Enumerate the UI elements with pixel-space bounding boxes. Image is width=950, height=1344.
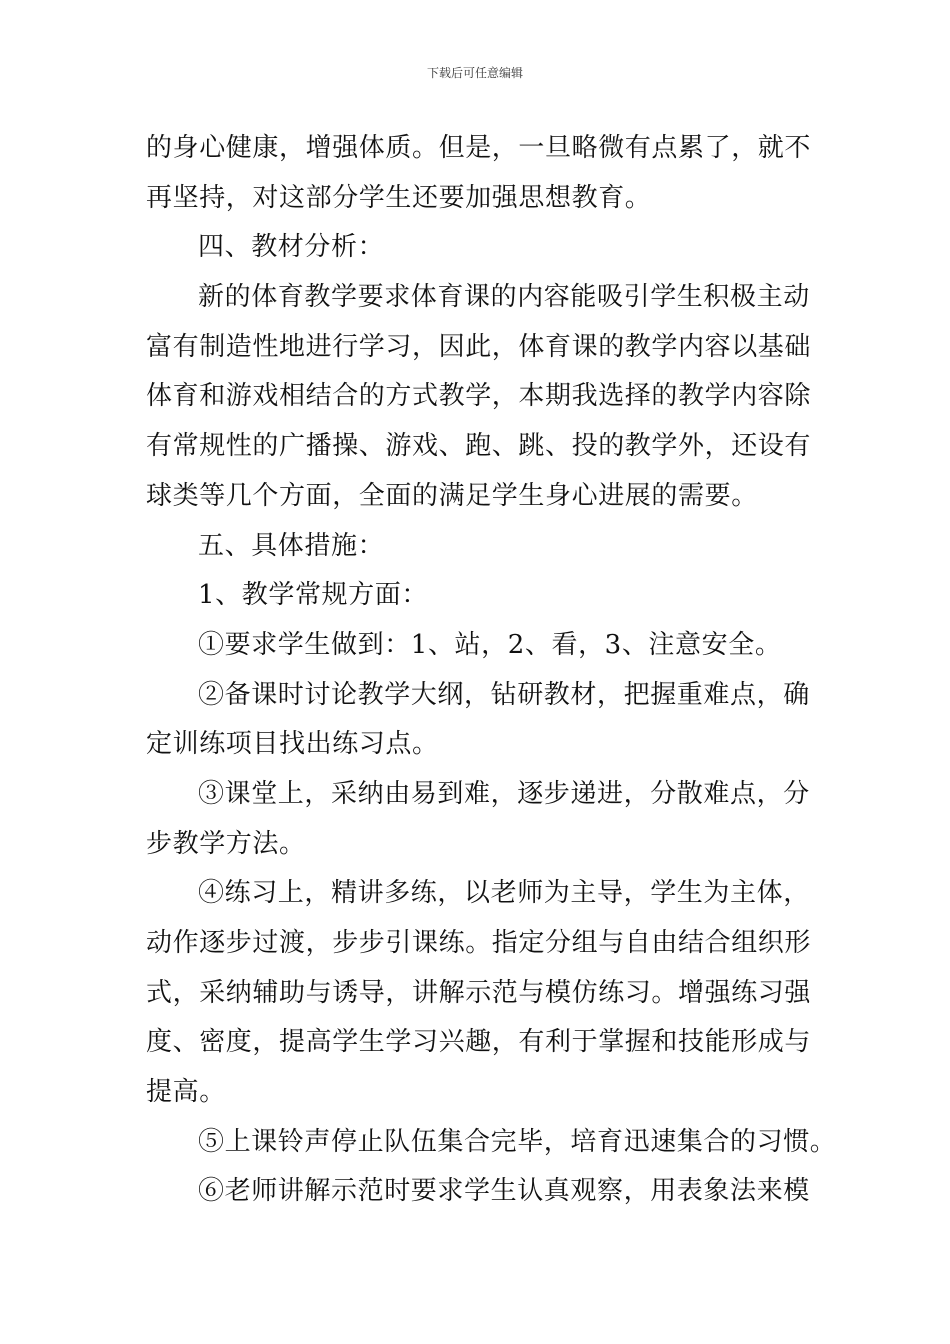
section-heading: 四、教材分析： (198, 232, 385, 263)
text-line: 动作逐步过渡，步步引课练。指定分组与自由结合组织形 (146, 928, 812, 958)
list-item: ④练习上，精讲多练，以老师为主导，学生为主体， (198, 878, 810, 909)
text-line: 富有制造性地进行学习，因此，体育课的教学内容以基础 (146, 331, 812, 362)
subsection-heading: 1、教学常规方面： (198, 580, 428, 611)
text-line: 步教学方法。 (146, 828, 306, 859)
list-item: ③课堂上，采纳由易到难，逐步递进，分散难点，分 (198, 778, 810, 809)
list-item: ⑤上课铃声停止队伍集合完毕，培育迅速集合的习惯。 (198, 1126, 837, 1157)
text-line: 式，采纳辅助与诱导，讲解示范与模仿练习。增强练习强 (146, 977, 812, 1008)
text-line: 体育和游戏相结合的方式教学，本期我选择的教学内容除 (146, 381, 812, 412)
text-line: 球类等几个方面，全面的满足学生身心进展的需要。 (146, 480, 758, 511)
list-item: ①要求学生做到：1、站，2、看，3、注意安全。 (198, 629, 782, 660)
list-item: ②备课时讨论教学大纲，钻研教材，把握重难点，确 (198, 679, 810, 710)
text-line: 度、密度，提高学生学习兴趣，有利于掌握和技能形成与 (146, 1027, 812, 1058)
section-heading: 五、具体措施： (198, 530, 385, 561)
page-header: 下载后可任意编辑 (426, 66, 523, 80)
document-body (146, 130, 837, 1223)
text-line: 再坚持，对这部分学生还要加强思想教育。 (146, 182, 652, 213)
list-item: ⑥老师讲解示范时要求学生认真观察，用表象法来模 (198, 1176, 810, 1207)
text-line: 定训练项目找出练习点。 (146, 729, 439, 760)
text-line: 提高。 (146, 1077, 226, 1108)
text-line: 的身心健康，增强体质。但是，一旦略微有点累了，就不 (146, 133, 812, 163)
text-line: 新的体育教学要求体育课的内容能吸引学生积极主动 (198, 282, 810, 313)
text-line: 有常规性的广播操、游戏、跑、跳、投的教学外，还设有 (146, 431, 812, 462)
